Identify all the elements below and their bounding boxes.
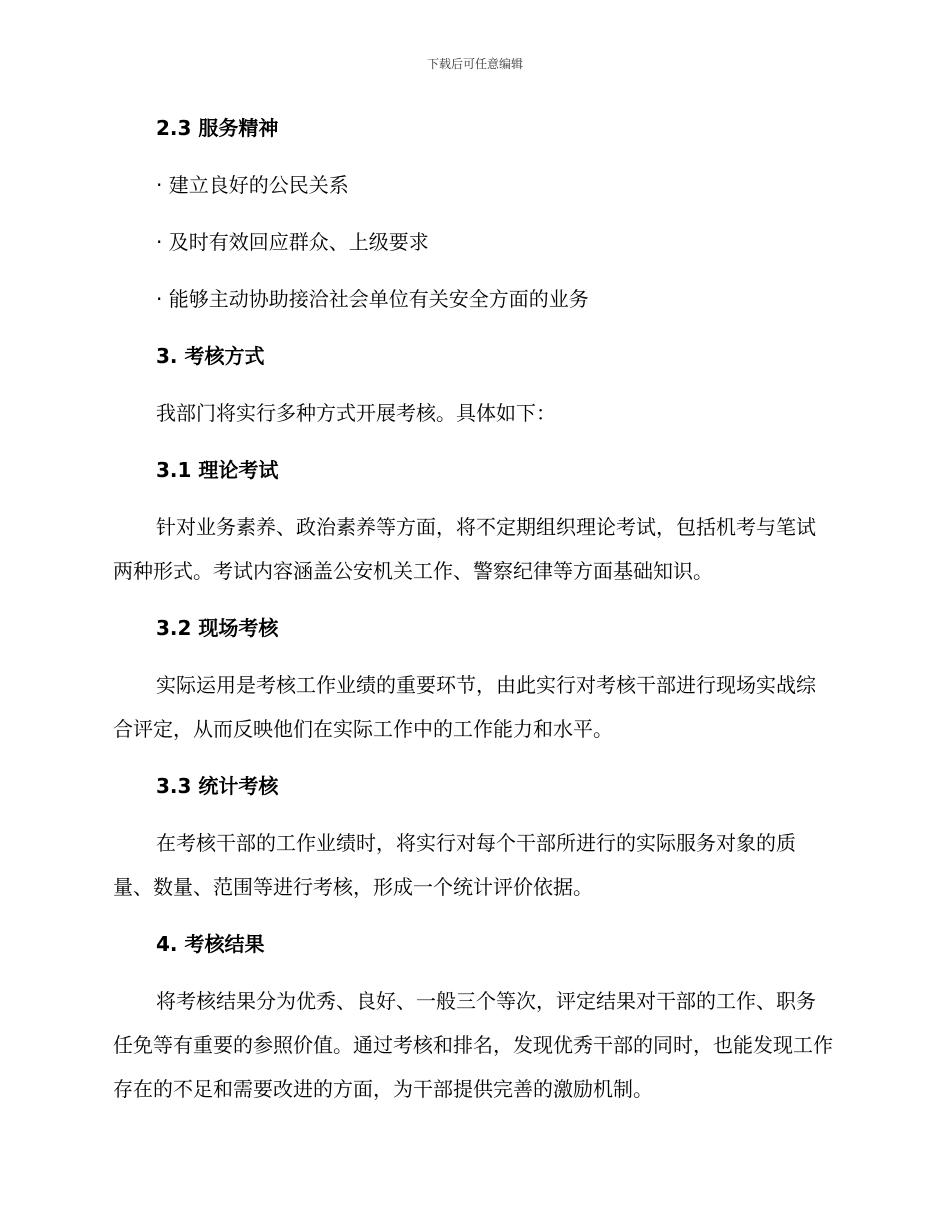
section-heading-3-1: 3.1 理论考试 bbox=[156, 458, 279, 482]
document-body bbox=[113, 106, 833, 1124]
section-heading-3-2: 3.2 现场考核 bbox=[156, 616, 279, 640]
paragraph: 我部门将实行多种方式开展考核。具体如下： bbox=[156, 401, 556, 425]
paragraph: 针对业务素养、政治素养等方面，将不定期组织理论考试，包括机考与笔试两种形式。考试内容涵盖公安机关工作、警察纪律等方面基础知识。 bbox=[113, 515, 816, 583]
paragraph: 实际运用是考核工作业绩的重要环节，由此实行对考核干部进行现场实战综合评定，从而反映他们在实际工作中的工作能力和水平。 bbox=[113, 673, 816, 741]
bullet-item: · 及时有效回应群众、上级要求 bbox=[156, 230, 429, 254]
bullet-item: · 建立良好的公民关系 bbox=[156, 173, 349, 197]
paragraph: 将考核结果分为优秀、良好、一般三个等次，评定结果对干部的工作、职务任免等有重要的参照价值。通过考核和排名，发现优秀干部的同时，也能发现工作存在的不足和需要改进的方面，为干部提供完善的激励机制。 bbox=[113, 989, 833, 1101]
bullet-item: · 能够主动协助接洽社会单位有关安全方面的业务 bbox=[156, 287, 589, 311]
paragraph: 在考核干部的工作业绩时，将实行对每个干部所进行的实际服务对象的质量、数量、范围等进行考核，形成一个统计评价依据。 bbox=[113, 831, 796, 899]
section-heading-3-3: 3.3 统计考核 bbox=[156, 774, 279, 798]
section-heading-2-3: 2.3 服务精神 bbox=[156, 116, 279, 140]
page-header-note: 下载后可任意编辑 bbox=[426, 57, 523, 71]
section-heading-4: 4. 考核结果 bbox=[156, 932, 265, 956]
section-heading-3: 3. 考核方式 bbox=[156, 344, 265, 368]
